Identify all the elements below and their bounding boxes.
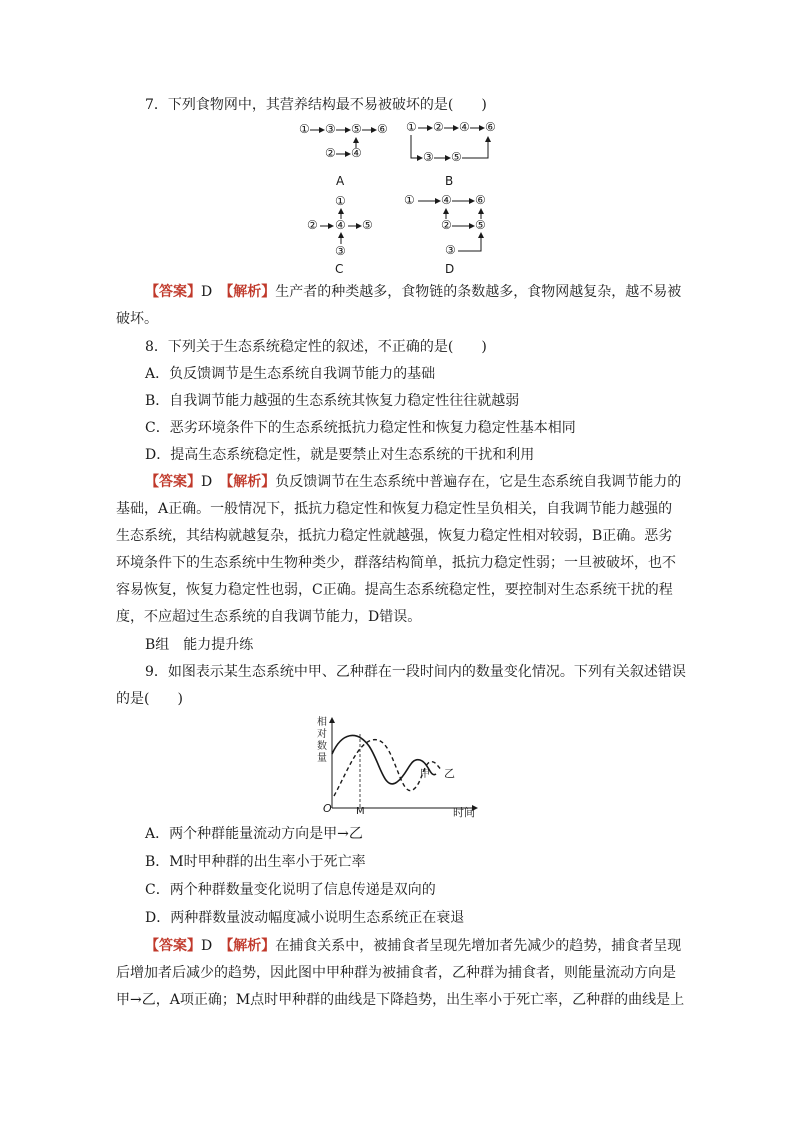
q7-answer: D	[201, 284, 213, 300]
q7-d-node-2: ②	[441, 218, 452, 232]
q9-x-label: 时间	[453, 806, 475, 819]
q9-option-c: C．两个种群数量变化说明了信息传递是双向的	[145, 882, 436, 898]
q7-c-node-2: ②	[307, 218, 318, 232]
q9-analysis-tag: 【解析】	[226, 938, 276, 954]
q9-analysis-1: 后增加者后减少的趋势，因此图中甲种群为被捕食者，乙种群为捕食者，则能量流动方向是	[116, 965, 676, 981]
q7-b-node-6: ⑥	[485, 120, 496, 134]
q9-stem-1: 9．如图表示某生态系统中甲、乙种群在一段时间内的数量变化情况。下列有关叙述错误	[145, 664, 686, 680]
q7-food-web-figure	[0, 0, 794, 290]
q7-c-node-5: ⑤	[362, 218, 373, 232]
q9-series-yi-label: 乙	[444, 767, 455, 780]
q7-d-node-3: ③	[445, 243, 456, 257]
q7-b-node-5: ⑤	[451, 150, 462, 164]
q9-series-jia-label: 甲	[420, 769, 430, 780]
q9-origin-label: O	[323, 802, 332, 815]
q7-analysis-2: 破坏。	[116, 311, 158, 327]
q7-b-node-4: ④	[459, 120, 470, 134]
q8-answer: D	[201, 474, 213, 490]
q9-analysis-2: 甲→乙，A项正确；M点时甲种群的曲线是下降趋势，出生率小于死亡率，乙种群的曲线是上	[116, 992, 685, 1008]
q8-analysis-1: 基础，A正确。一般情况下，抵抗力稳定性和恢复力稳定性呈负相关，自我调节能力越强的	[116, 501, 673, 517]
q7-c-node-3: ③	[335, 244, 346, 258]
q7-d-node-5: ⑤	[475, 218, 486, 232]
q7-d-node-1: ①	[404, 193, 415, 207]
q8-answer-line	[145, 472, 681, 492]
q8-stem: 8．下列关于生态系统稳定性的叙述，不正确的是( )	[145, 339, 487, 355]
q7-label-d: D	[445, 262, 455, 276]
q9-m-label: M	[356, 806, 365, 817]
q7-analysis-1: 生产者的种类越多，食物链的条数越多，食物网越复杂，越不易被	[275, 284, 682, 300]
q8-analysis-2: 生态系统，其结构就越复杂，抵抗力稳定性就越强，恢复力稳定性相对较弱，B正确。恶劣	[116, 528, 673, 544]
q7-label-a: A	[336, 174, 345, 188]
q7-d-node-4: ④	[441, 193, 452, 207]
q8-analysis-tag: 【解析】	[226, 474, 276, 490]
q8-option-a: A．负反馈调节是生态系统自我调节能力的基础	[145, 366, 436, 382]
q9-y-label: 相对数量	[317, 717, 327, 764]
q7-b-node-3: ③	[423, 150, 434, 164]
q9-option-b: B．M时甲种群的出生率小于死亡率	[145, 854, 366, 870]
q7-analysis-tag: 【解析】	[226, 284, 276, 300]
q7-label-b: B	[445, 174, 454, 188]
q7-a-node-2: ②	[325, 146, 336, 160]
q7-a-node-4: ④	[351, 146, 362, 160]
q9-answer: D	[201, 938, 213, 954]
q7-d-node-6: ⑥	[475, 193, 486, 207]
q7-a-node-5: ⑤	[351, 122, 362, 136]
q7-b-node-1: ①	[406, 120, 417, 134]
q8-analysis-4: 容易恢复，恢复力稳定性也弱，C正确。提高生态系统稳定性，要控制对生态系统干扰的程	[116, 582, 673, 598]
q7-a-node-6: ⑥	[377, 122, 388, 136]
q7-a-node-1: ①	[299, 122, 310, 136]
q7-stem: 7．下列食物网中，其营养结构最不易被破坏的是( )	[145, 97, 487, 113]
q9-answer-tag: 【答案】	[145, 938, 201, 954]
q8-option-b: B．自我调节能力越强的生态系统其恢复力稳定性往往就越弱	[145, 393, 520, 409]
q9-analysis-0: 在捕食关系中，被捕食者呈现先增加者先减少的趋势，捕食者呈现	[275, 938, 682, 954]
q9-stem-2: 的是( )	[116, 691, 183, 707]
q7-c-node-4: ④	[335, 218, 346, 232]
q7-answer-tag: 【答案】	[145, 284, 201, 300]
q9-answer-line	[145, 936, 681, 956]
q7-answer-line	[145, 282, 681, 302]
q7-label-c: C	[335, 262, 344, 276]
q8-answer-tag: 【答案】	[145, 474, 201, 490]
q7-a-node-3: ③	[325, 122, 336, 136]
q8-analysis-3: 环境条件下的生态系统中生物种类少，群落结构简单，抵抗力稳定性弱；一旦被破坏，也不	[116, 555, 676, 571]
q9-option-d: D．两种群数量波动幅度减小说明生态系统正在衰退	[145, 910, 465, 926]
q8-analysis-0: 负反馈调节在生态系统中普遍存在，它是生态系统自我调节能力的	[275, 474, 682, 490]
section-heading: B组 能力提升练	[145, 637, 254, 653]
q7-b-node-2: ②	[433, 120, 444, 134]
q9-option-a: A．两个种群能量流动方向是甲→乙	[145, 826, 363, 842]
q8-analysis-5: 度，不应超过生态系统的自我调节能力，D错误。	[116, 609, 422, 625]
q7-c-node-1: ①	[335, 194, 346, 208]
q8-option-d: D．提高生态系统稳定性，就是要禁止对生态系统的干扰和利用	[145, 447, 535, 463]
q8-option-c: C．恶劣环境条件下的生态系统抵抗力稳定性和恢复力稳定性基本相同	[145, 420, 576, 436]
